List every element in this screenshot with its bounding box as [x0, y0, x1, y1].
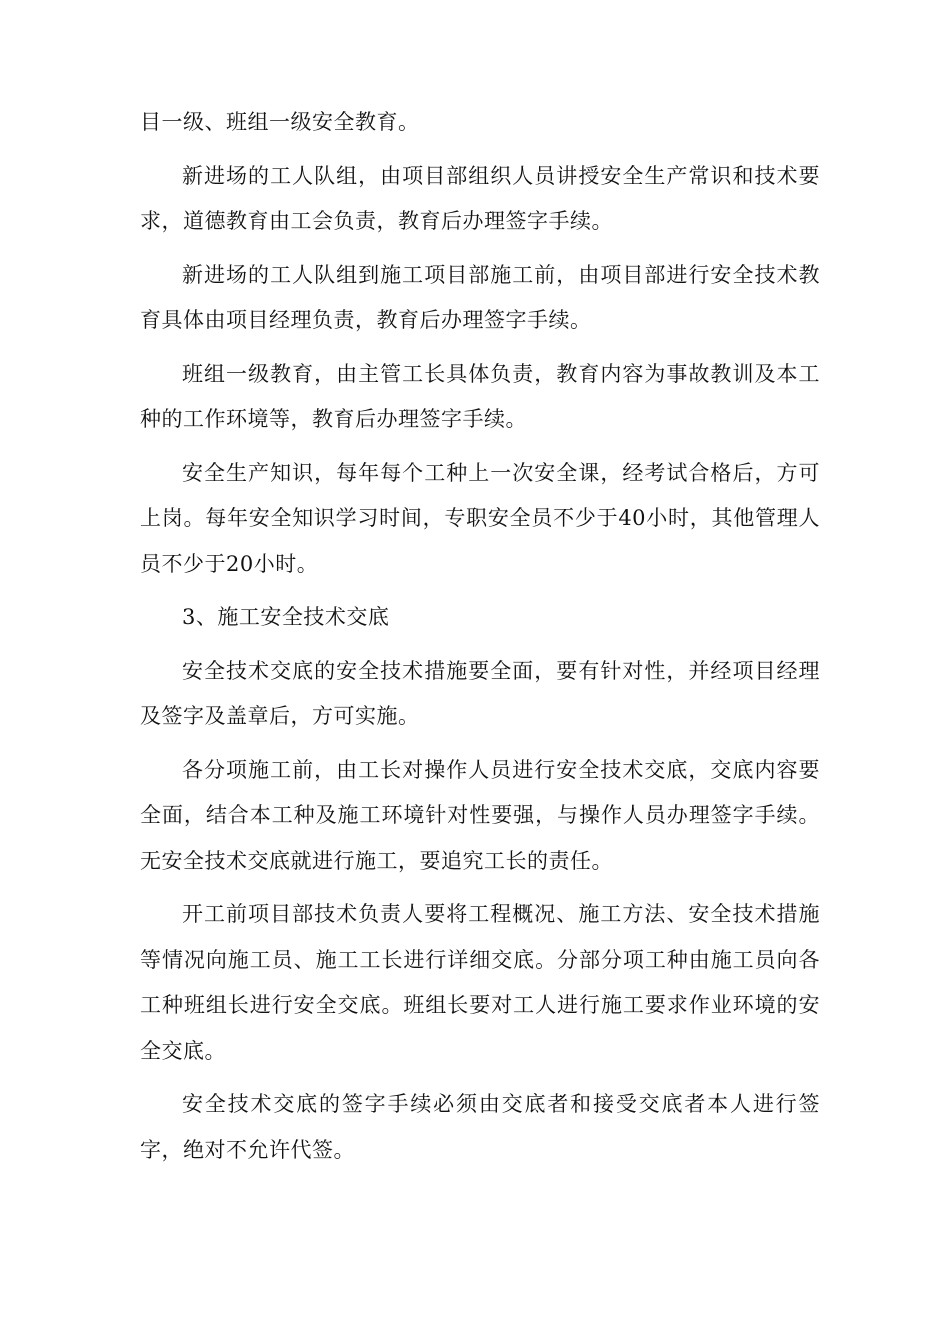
paragraph-project-education: 新进场的工人队组到施工项目部施工前，由项目部进行安全技术教育具体由项目经理负责，教育后办理签字手续。 [140, 262, 820, 332]
paragraph-continuation: 目一级、班组一级安全教育。 [140, 110, 420, 134]
paragraph-measures: 安全技术交底的安全技术措施要全面，要有针对性，并经项目经理及签字及盖章后，方可实施。 [140, 658, 820, 728]
paragraph-pre-construction: 开工前项目部技术负责人要将工程概况、施工方法、安全技术措施等情况向施工员、施工工长进行详细交底。分部分项工种由施工员向各工种班组长进行安全交底。班组长要对工人进行施工要求作业环境的安全交底。 [140, 902, 820, 1063]
paragraph-subitem-briefing: 各分项施工前，由工长对操作人员进行安全技术交底，交底内容要全面，结合本工种及施工环境针对性要强，与操作人员办理签字手续。无安全技术交底就进行施工，要追究工长的责任。 [140, 757, 820, 873]
document-body [140, 100, 820, 1181]
paragraph-team-education: 班组一级教育，由主管工长具体负责，教育内容为事故教训及本工种的工作环境等，教育后办理签字手续。 [140, 361, 820, 431]
paragraph-signature: 安全技术交底的签字手续必须由交底者和接受交底者本人进行签字，绝对不允许代签。 [140, 1092, 820, 1162]
paragraph-safety-knowledge: 安全生产知识，每年每个工种上一次安全课，经考试合格后，方可上岗。每年安全知识学习时间，专职安全员不少于40小时，其他管理人员不少于20小时。 [140, 460, 820, 576]
paragraph-new-workers: 新进场的工人队组，由项目部组织人员讲授安全生产常识和技术要求，道德教育由工会负责，教育后办理签字手续。 [140, 163, 820, 233]
section-heading: 3、施工安全技术交底 [182, 605, 390, 629]
